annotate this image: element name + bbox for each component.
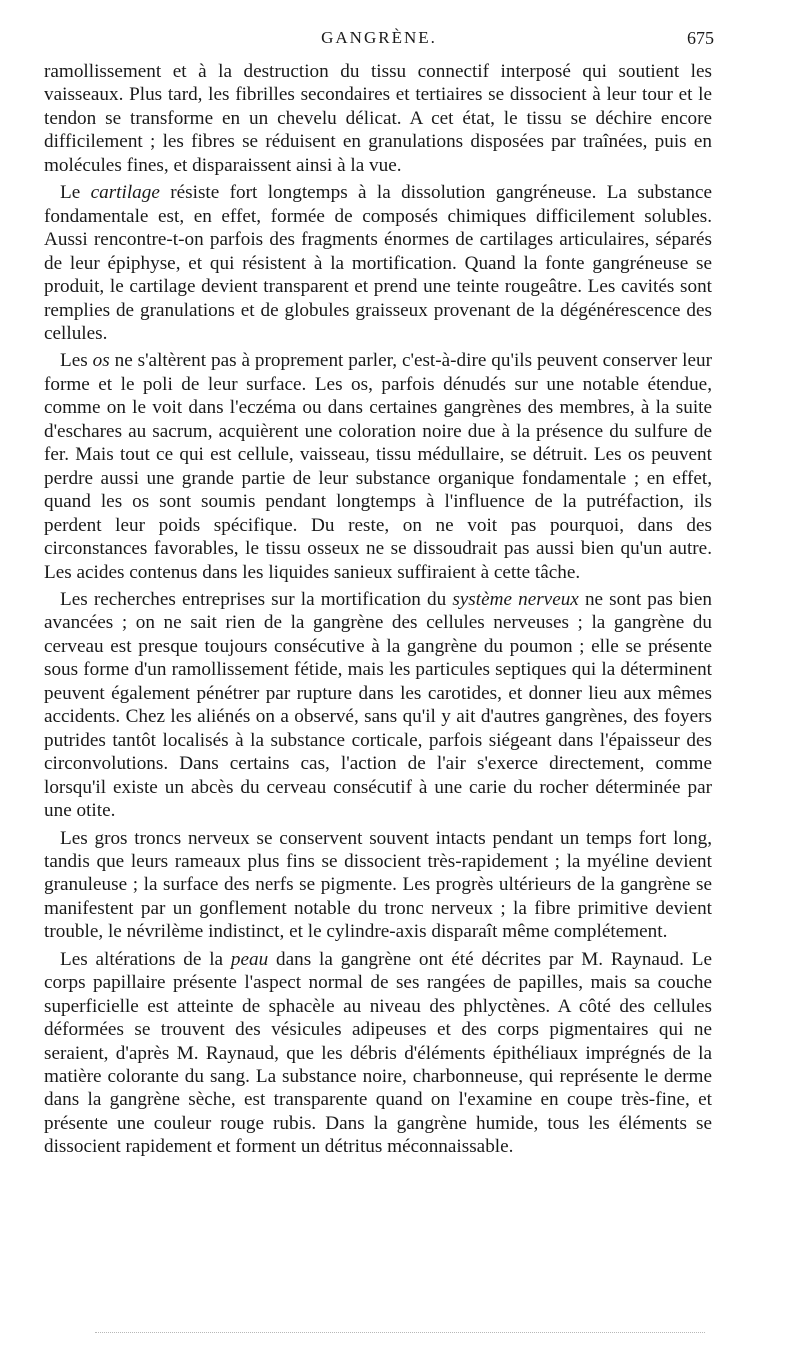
text-run: ne s'altèrent pas à proprement parler, c'est-à-dire qu'ils peuvent conserver leur forme et le poli de leur surface. Les os, parfois dénudés sur une notable étendue, comme on le voit dans l'eczéma ou dans certaines gangrènes des membres, à la suite d'eschares au sacrum, acquièrent une coloration noire due à la présence du sulfure de fer. Mais tout ce qui est cellule, vaisseau, tissu médullaire, se détruit. Les os peuvent perdre aussi une grande partie de leur substance organique fondamentale ; en effet, quand les os sont soumis pendant longtemps à l'influence de la putréfaction, ils perdent leur poids spécifique. Du reste, on ne voit pas pourquoi, dans des circonstances favorables, le tissu osseux ne se dissoudrait pas aussi bien qu'un autre. Les acides contenus dans les liquides sanieux suffiraient à cette tâche.	[44, 350, 712, 583]
text-run: résiste fort longtemps à la dissolution gangréneuse. La substance fondamentale est, en effet, formée de composés chimiques difficilement solubles. Aussi rencontre-t-on parfois des fragments énormes de cartilages articulaires, séparés de leur épiphyse, et qui résistent à la mortification. Quand la fonte gangréneuse se produit, le cartilage devient transparent et prend une teinte rougeâtre. Les cavités sont remplies de granulations et de globules graisseux provenant de la dégénérescence des cellules.	[44, 182, 712, 344]
text-run: Les altérations de la	[60, 948, 231, 970]
italic-term: os	[92, 350, 110, 372]
text-run: Les recherches entreprises sur la mortification du	[60, 588, 453, 610]
text-run: dans la gangrène ont été décrites par M. Raynaud. Le corps papillaire présente l'aspect normal de ses rangées de papilles, mais sa couche superficielle est atteinte de sphacèle au niveau des phlyctènes. A côté des cellules déformées se trouvent des vésicules adipeuses et des corps pigmentaires qui ne seraient, d'après M. Raynaud, que les débris d'éléments épithéliaux imprégnés de la matière colorante du sang. La substance noire, charbonneuse, qui représente le derme dans la gangrène sèche, est transparente quand on l'examine en coupe très-fine, et présente une couleur rouge rubis. Dans la gangrène humide, tous les éléments se dissocient rapidement et forment un détritus méconnaissable.	[44, 948, 712, 1158]
italic-term: cartilage	[90, 182, 160, 204]
text-run: Les	[60, 350, 93, 372]
running-title: GANGRÈNE.	[321, 28, 437, 47]
paragraph	[44, 60, 712, 177]
paragraph	[44, 181, 712, 345]
bottom-rule	[95, 1332, 705, 1333]
text-run: ramollissement et à la destruction du tissu connectif interposé qui soutient les vaisseaux. Plus tard, les fibrilles secondaires et tertiaires se dissocient à leur tour et le tendon se transforme en un chevelu délicat. A cet état, le tissu se déchire encore difficilement ; les fibres se réduisent en granulations disposées par traînées, puis en molécules fines, et disparaissent ainsi à la vue.	[44, 61, 712, 176]
running-head	[44, 28, 714, 50]
paragraph	[44, 349, 712, 584]
text-run: ne sont pas bien avancées ; on ne sait rien de la gangrène des cellules nerveuses ; la gangrène du cerveau est presque toujours consécutive à la gangrène du poumon ; elle se présente sous forme d'un ramollissement fétide, mais les particules septiques qui la déterminent peuvent également pénétrer par rupture dans les carotides, et donner lieu aux mêmes accidents. Chez les aliénés on a observé, sans qu'il y ait d'autres gangrènes, des foyers putrides tantôt localisés à la substance corticale, parfois siégeant dans l'épaisseur des circonvolutions. Dans certains cas, l'action de l'air s'exerce directement, comme lorsqu'il existe un abcès du cerveau consécutif à une carie du rocher déterminée par une otite.	[44, 588, 712, 822]
body-text	[44, 60, 712, 1159]
page-number: 675	[687, 28, 714, 48]
italic-term: peau	[230, 948, 269, 970]
paragraph	[44, 588, 712, 823]
text-run: Le	[60, 182, 91, 204]
paragraph	[44, 948, 712, 1159]
paragraph	[44, 827, 712, 944]
text-run: Les gros troncs nerveux se conservent souvent intacts pendant un temps fort long, tandis que leurs rameaux plus fins se dissocient très-rapidement ; la myéline devient granuleuse ; la surface des nerfs se pigmente. Les progrès ultérieurs de la gangrène se manifestent par un gonflement notable du tronc nerveux ; la fibre primitive devient trouble, le névrilème indistinct, et le cylindre-axis disparaît même complétement.	[44, 827, 712, 943]
italic-term: système nerveux	[452, 588, 579, 610]
